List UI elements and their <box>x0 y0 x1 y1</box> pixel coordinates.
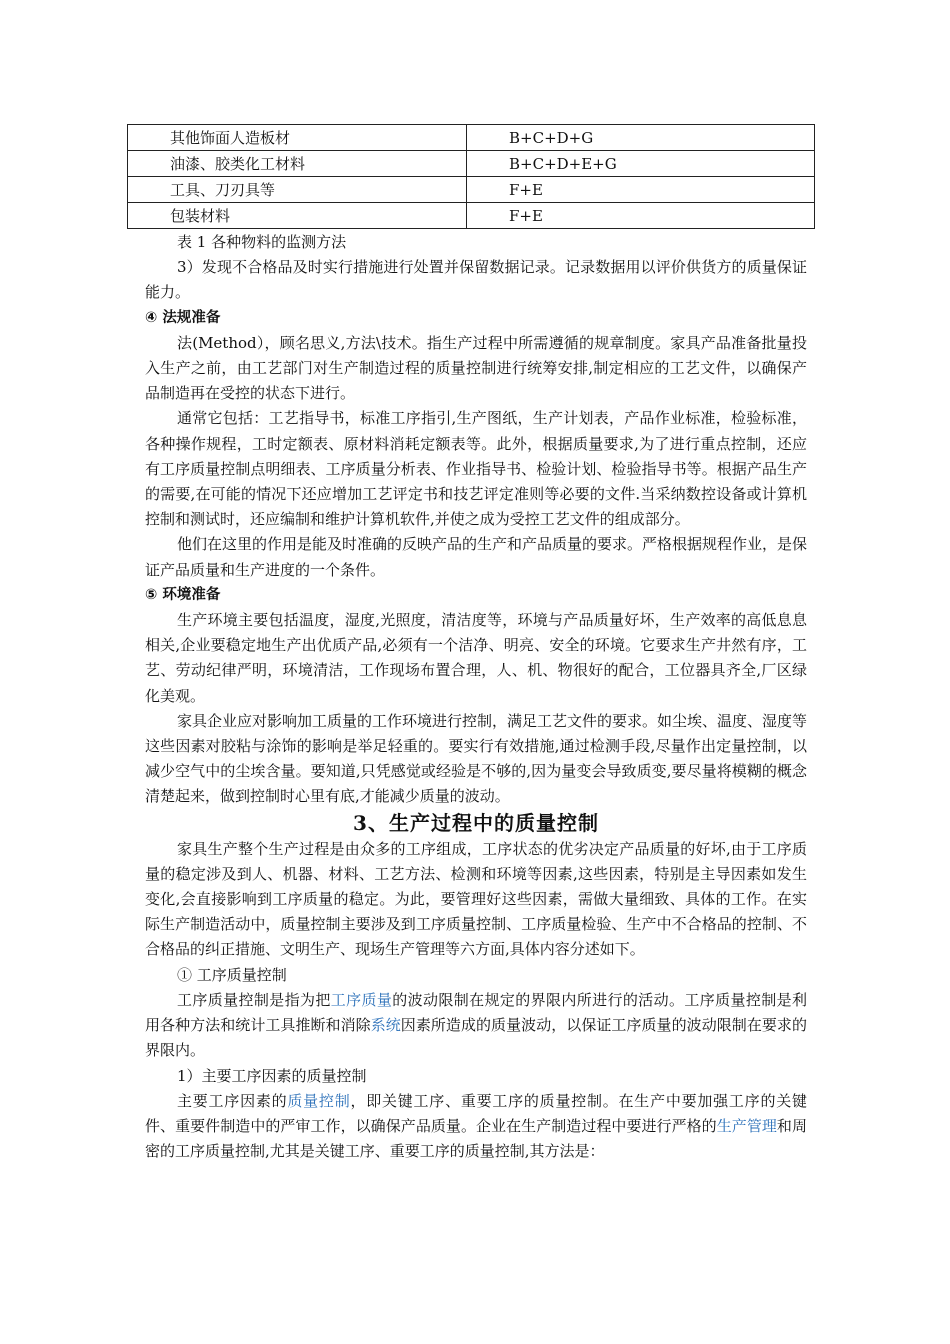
link-process-quality[interactable]: 工序质量 <box>330 990 393 1009</box>
table-cell-material: 油漆、胶类化工材料 <box>128 151 467 177</box>
table-cell-material: 工具、刀刃具等 <box>128 177 467 203</box>
table-cell-material: 包装材料 <box>128 203 467 229</box>
heading-method-preparation: ④ 法规准备 <box>145 309 221 326</box>
table-cell-material: 其他饰面人造板材 <box>128 125 467 151</box>
text-span: 主要工序因素的 <box>177 1091 288 1110</box>
table-cell-method: B+C+D+G <box>467 125 815 151</box>
paragraph-method-documents: 通常它包括：工艺指导书，标准工序指引,生产图纸，生产计划表，产品作业标准，检验标准，各种操作规程，工时定额表、原材料消耗定额表等。此外，根据质量要求,为了进行重点控制，还应有工序质量控制点明细表、工序质量分析表、作业指导书、检验计划、检验指导书等。根据产品生产的需要,在可能的情况下还应增加工艺评定书和技艺评定准则等必要的文件.当采纳数控设备或计算机控制和测试时，还应编制和维护计算机软件,并使之成为受控工艺文件的组成部分。 <box>145 409 807 529</box>
text-span: 因素所造成的质量波动，以保证工序质量的波动限制在要求的界限内。 <box>145 1016 807 1060</box>
body-text <box>145 230 807 1164</box>
subheading-process-control: ① 工序质量控制 <box>177 965 287 984</box>
materials-table <box>127 124 815 229</box>
paragraph-method-role: 他们在这里的作用是能及时准确的反映产品的生产和产品质量的要求。严格根据规程作业，是保证产品质量和生产进度的一个条件。 <box>145 535 808 579</box>
paragraph-process-intro: 家具生产整个生产过程是由众多的工序组成，工序状态的优劣决定产品质量的好坏,由于工序质量的稳定涉及到人、机器、材料、工艺方法、检测和环境等因素,这些因素，特别是主导因素如发生变化,会直接影响到工序质量的稳定。为此，要管理好这些因素，需做大量细致、具体的工作。在实际生产制造活动中，质量控制主要涉及到工序质量控制、工序质量检验、生产中不合格品的控制、不合格品的纠正措施、文明生产、现场生产管理等六方面,具体内容分述如下。 <box>145 839 807 959</box>
link-production-management[interactable]: 生产管理 <box>716 1116 777 1135</box>
paragraph-method-definition: 法(Method），顾名思义,方法\技术。指生产过程中所需遵循的规章制度。家具产品准备批量投入生产之前，由工艺部门对生产制造过程的质量控制进行统筹安排,制定相应的工艺文件，以确保产品制造再在受控的状态下进行。 <box>145 333 807 403</box>
text-span: 的波动限制在规定的界限内所进行的活动。工序质量控制是利用各种方法和统计工具推断和消除 <box>145 990 807 1035</box>
paragraph-environment-control: 家具企业应对影响加工质量的工作环境进行控制，满足工艺文件的要求。如尘埃、温度、湿度等这些因素对胶粘与涂饰的影响是举足轻重的。要实行有效措施,通过检测手段,尽量作出定量控制，以减少空气中的尘埃含量。要知道,只凭感觉或经验是不够的,因为量变会导致质变,要尽量将模糊的概念清楚起来，做到控制时心里有底,才能减少质量的波动。 <box>145 711 808 806</box>
paragraph-process-definition <box>145 988 807 1064</box>
text-span: 和周密的工序质量控制,尤其是关键工序、重要工序的质量控制,其方法是： <box>145 1116 807 1161</box>
text-span: 工序质量控制是指为把 <box>177 990 331 1009</box>
text-span: ，即关键工序、重要工序的质量控制。在生产中要加强工序的关键件、重要件制造中的严审工作，以确保产品质量。企业在生产制造过程中要进行严格的 <box>145 1091 807 1135</box>
table-cell-method: F+E <box>467 203 815 229</box>
table-caption: 表 1 各种物料的监测方法 <box>177 233 347 251</box>
table-row <box>128 177 815 203</box>
table-row <box>128 151 815 177</box>
table-cell-method: B+C+D+E+G <box>467 151 815 177</box>
paragraph-main-factors <box>145 1089 807 1165</box>
table-row <box>128 203 815 229</box>
paragraph-environment-factors: 生产环境主要包括温度，湿度,光照度，清洁度等，环境与产品质量好坏，生产效率的高低息息相关,企业要稳定地生产出优质产品,必须有一个洁净、明亮、安全的环境。它要求生产井然有序，工艺、劳动纪律严明，环境清洁，工作现场布置合理，人、机、物很好的配合，工位器具齐全,厂区绿化美观。 <box>145 611 807 705</box>
heading-environment-preparation: ⑤ 环境准备 <box>145 586 221 603</box>
section-title: 3、生产过程中的质量控制 <box>353 810 599 835</box>
link-quality-control[interactable]: 质量控制 <box>287 1091 351 1110</box>
paragraph-nonconforming: 3）发现不合格品及时实行措施进行处置并保留数据记录。记录数据用以评价供货方的质量保证能力。 <box>145 258 807 302</box>
table-cell-method: F+E <box>467 177 815 203</box>
link-system[interactable]: 系统 <box>370 1016 401 1035</box>
subheading-main-factors: 1）主要工序因素的质量控制 <box>177 1066 367 1085</box>
table-row <box>128 125 815 151</box>
